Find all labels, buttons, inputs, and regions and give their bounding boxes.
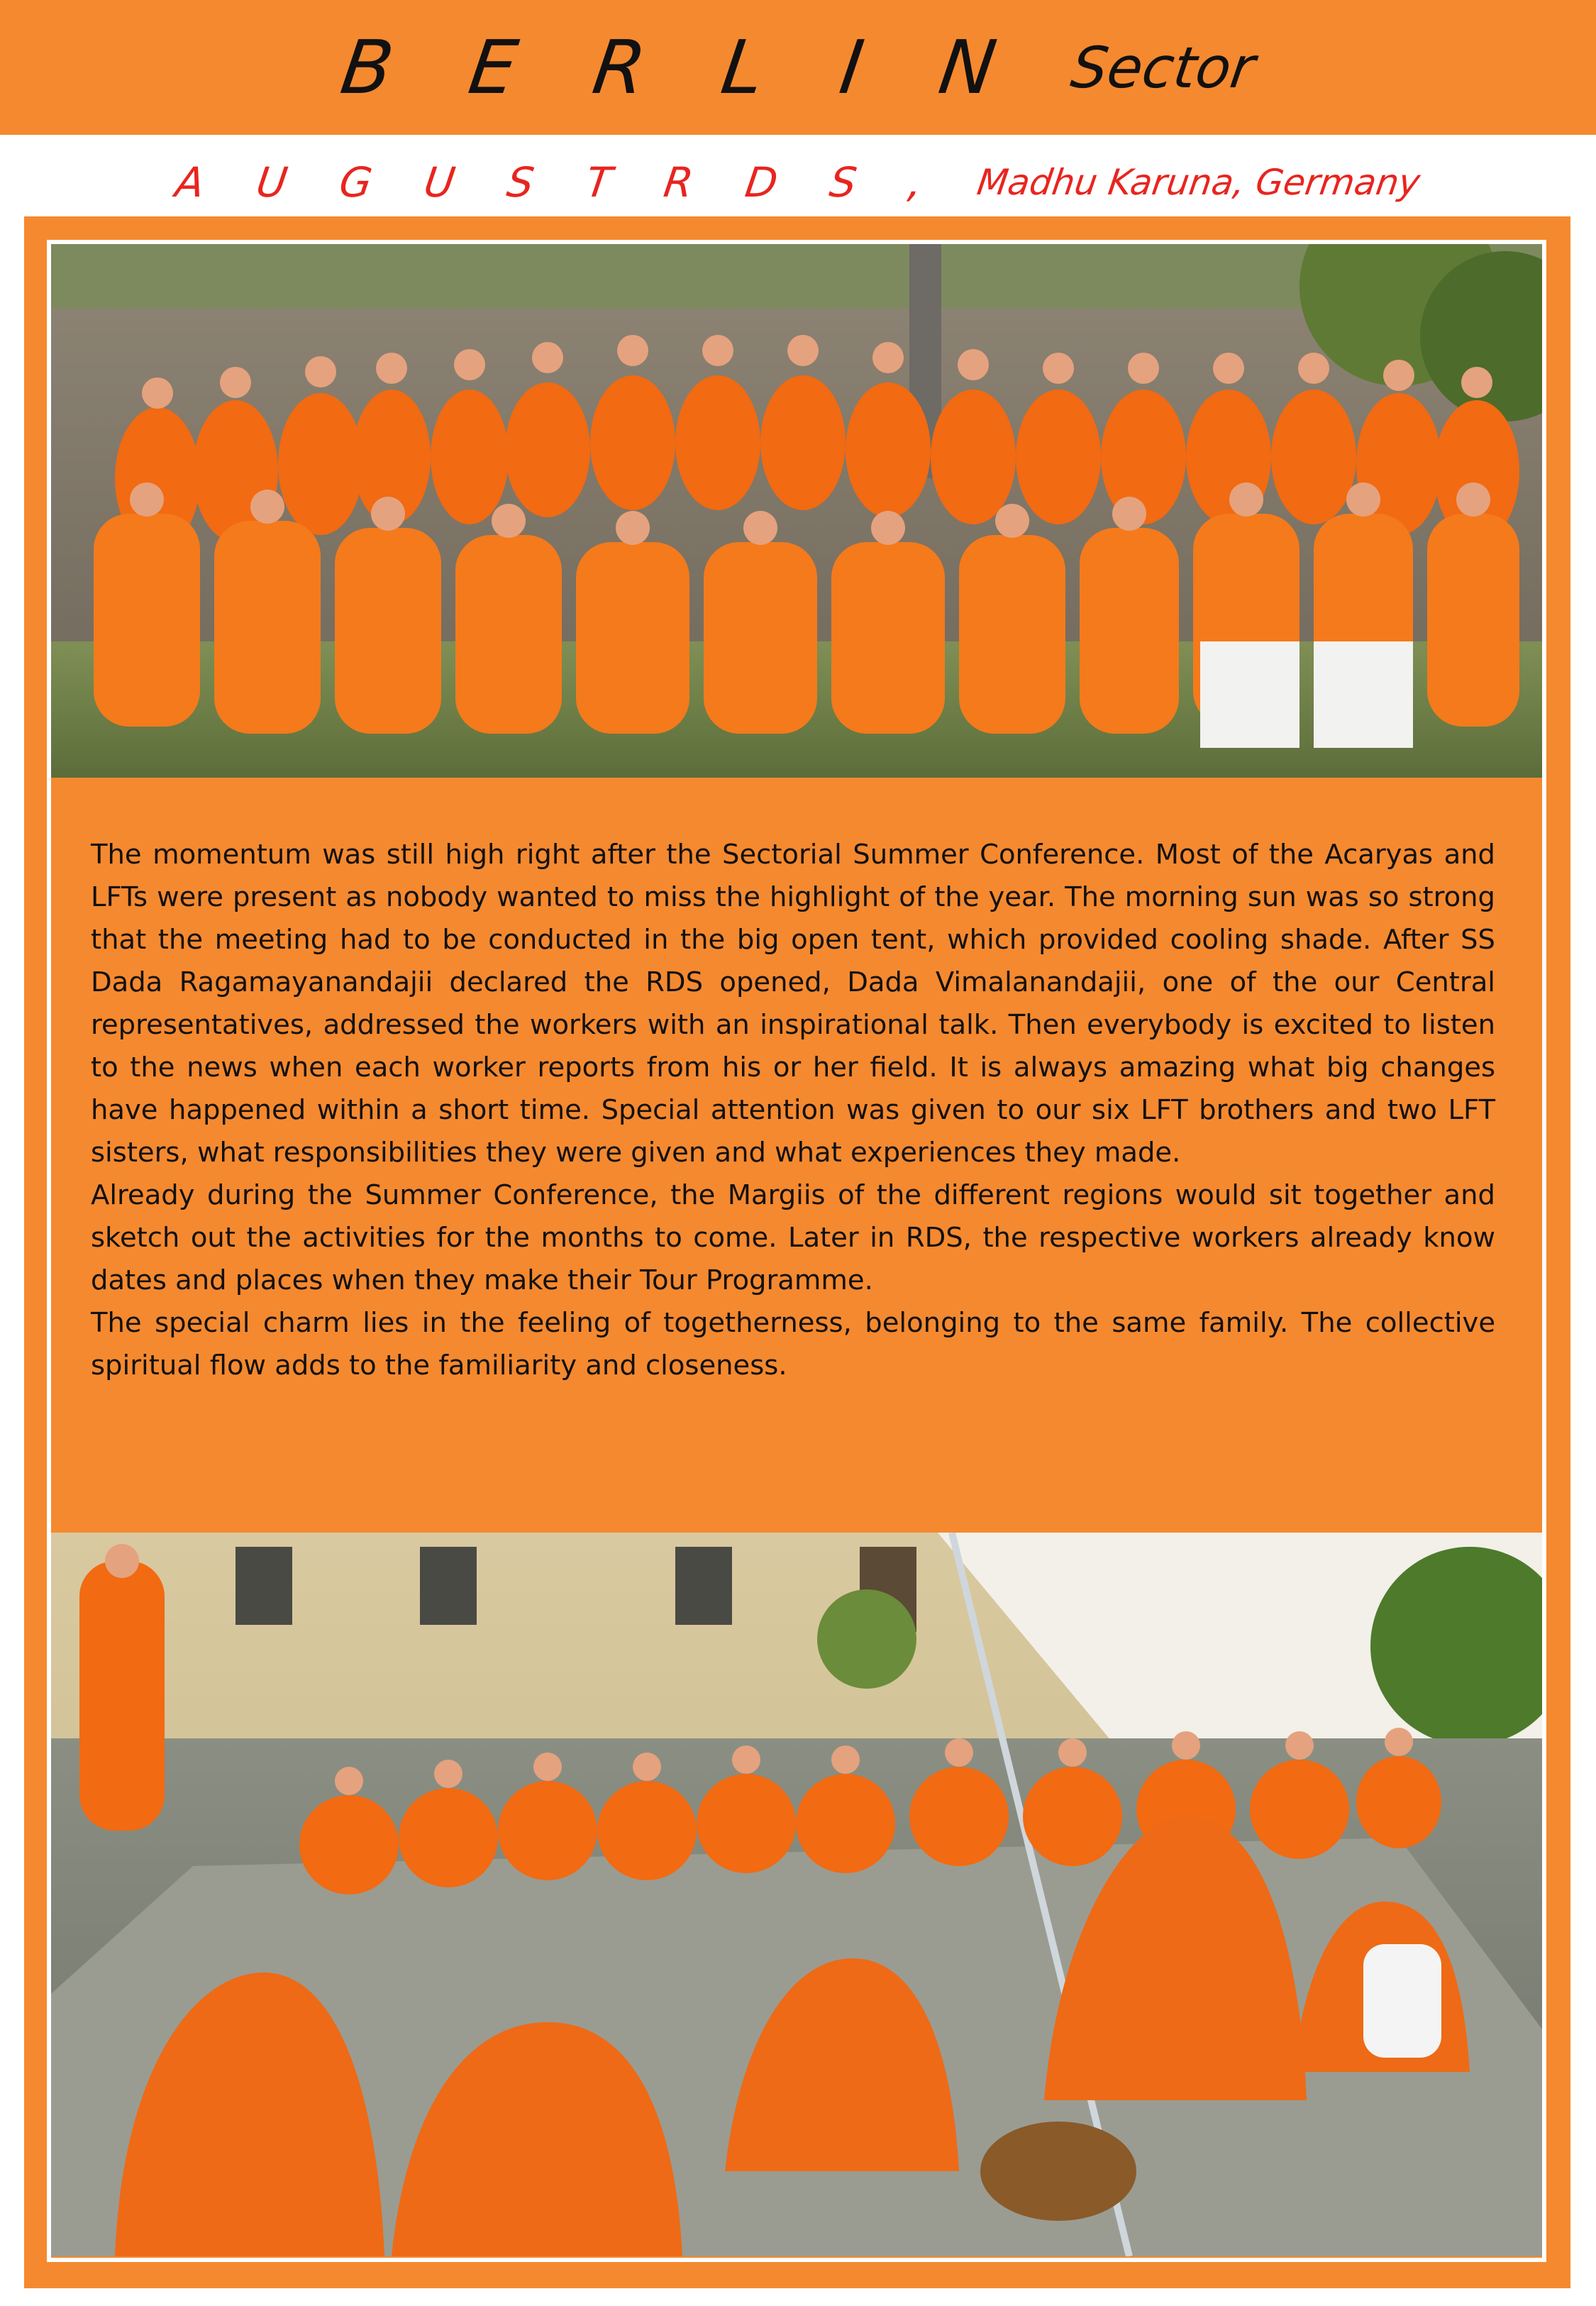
article-paragraph-1: The momentum was still high right after the Sectorial Summer Conference. Most of the Acaryas and LFTs were present as nobody wanted to miss the highlight of the year. The morning sun was so strong that the meeting had to be conducted in the big open tent, which provided cooling shade. After SS Dada Ragamayanandajii declared the RDS opened, Dada Vimalanandajii, one of the our Central representatives, addressed the workers with an inspirational talk. Then everybody is excited to listen to the news when each worker reports from his or her field. It is always amazing what big changes have happened within a short time. Special attention was given to our six LFT brothers and two LFT sisters, what responsibilities they were given and what experiences they made. bbox=[91, 839, 1495, 1169]
group-photo bbox=[51, 244, 1542, 778]
title-sector: Sector bbox=[1067, 34, 1259, 101]
meeting-photo-illustration bbox=[51, 1533, 1542, 2256]
article-paragraph-3: The special charm lies in the feeling of togetherness, belonging to the same family. The collective spiritual flow adds to the familiarity and closeness. bbox=[91, 1307, 1495, 1381]
meeting-photo bbox=[51, 1533, 1542, 2256]
subtitle-event: A U G U S T R D S , bbox=[172, 158, 946, 206]
group-photo-illustration bbox=[51, 244, 1542, 778]
article-text bbox=[91, 834, 1495, 1387]
title-city: B E R L I N bbox=[336, 24, 1029, 111]
subtitle-location: Madhu Karuna, Germany bbox=[975, 162, 1423, 203]
page-subtitle bbox=[0, 150, 1596, 214]
article-paragraph-2: Already during the Summer Conference, the Margiis of the different regions would sit together and sketch out the activities for the months to come. Later in RDS, the respective workers already know dates and places when they make their Tour Programme. bbox=[91, 1179, 1495, 1296]
page-title bbox=[0, 0, 1596, 135]
